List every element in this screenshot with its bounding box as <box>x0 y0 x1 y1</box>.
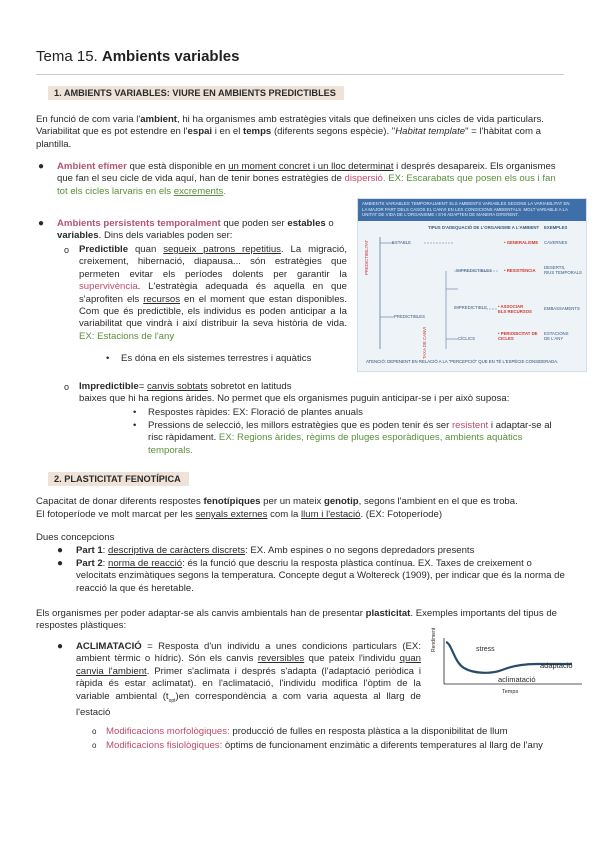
section-2-heading: 2. PLASTICITAT FENOTÍPICA <box>48 472 189 486</box>
diagram-cell: • ASSOCIAR <box>498 304 524 309</box>
section-1-heading: 1. AMBIENTS VARIABLES: VIURE EN AMBIENTS PREDICTIBLES <box>48 86 344 100</box>
diagram-example: DESERTS, <box>544 265 566 270</box>
bullet-dot: ● <box>57 545 64 556</box>
title-divider <box>36 74 564 75</box>
graph-stress-label: stress <box>476 646 495 653</box>
part-1-paragraph: Part 1: descriptiva de caràcters discrets: EX. Amb espines o no segons depredadors presents <box>76 545 475 556</box>
diagram-example: DE L'ANY <box>544 336 564 341</box>
predictible-paragraph: Predictible quan segueix patrons repetitius. La migració, creixement, hibernació, diapausa... són estratègies que permeten evitar els períodes dolents per garantir la supervivència. L'estratègia adequada és aquella en que s'aprofiten els recursos en el moment que estan disponibles. Com que és predictible, els individus es poden anticipar a la variabilitat que vindrà i així distribuir la seva història de vida. EX: Estacions de l'any <box>79 244 347 342</box>
diagram-row: CÍCLICS <box>458 336 475 341</box>
diagram-row: PREDICTIBLES <box>394 314 426 319</box>
diagram-cell: • PERIODICITAT DE <box>498 331 538 336</box>
graph-aclimatacio-label: aclimatació <box>498 675 536 684</box>
graph-y-label: Rendiment <box>431 627 437 652</box>
bullet-dot: ● <box>57 641 64 652</box>
square-bullet: • <box>133 420 137 431</box>
dues-concepcions: Dues concepcions <box>36 532 115 543</box>
square-bullet: • <box>106 353 110 364</box>
efimer-paragraph: Ambient efímer que està disponible en un moment concret i un lloc determinat i després desapareix. Els organismes que fan el seu cicle de vida aquí, han de tenir bones estratègies de dispersió. EX: Escarabats que posen els ous i fan tot els cicles larvaris en els excrements. <box>57 161 556 197</box>
page-title: Tema 15. Ambients variables <box>36 48 240 65</box>
acclimation-graph <box>431 627 584 695</box>
diagram-header: AMBIENTS VARIABLES TEMPORALMENT: ELS AMBIENTS VARIABLES SEGONS LA VARIABILITAT EN LA MAJOR PART DELS CASOS EL CANVI EN LES CONDICIONS AMBIENTALS. MOLT VARIABLE A LA UNITAT DE VIDA DE L'ORGANISME I S'HI ADAPTEN DE MANERA DIFERENT. <box>358 199 586 221</box>
diagram-axis-v2: TAXA DE CANVI <box>422 326 427 359</box>
morph-mod: Modificacions morfològiques: producció de fulles en resposta plàstica a la disponibilitat de llum <box>106 726 508 737</box>
graph-x-label: Temps <box>502 689 519 695</box>
diagram-footer: ATENCIÓ: DEPENENT EN RELACIÓ A LA "PERCEPCIÓ" QUE EN TÉ L'ESPÈCIE CONSIDERADA. <box>366 359 559 364</box>
diagram-example: ESTACIONS <box>544 331 569 336</box>
impredictible-line2: baixes que hi ha regions àrides. No permet que els organismes puguin anticipar-se i per això suposa: <box>79 393 510 404</box>
circle-bullet: o <box>64 245 70 255</box>
square-bullet: • <box>133 407 137 418</box>
circle-bullet: o <box>64 382 70 392</box>
diagram-row: IMPREDICTIBLES <box>456 268 492 273</box>
photoperiod-paragraph: El fotoperíode ve molt marcat per les senyals externes com la llum i l'estació. (EX: Fotoperíode) <box>36 509 443 520</box>
diagram-row: ESTABLE <box>392 240 412 245</box>
predictible-sub: Es dóna en els sistemes terrestres i aquàtics <box>121 353 312 364</box>
graph-adaptacio-label: adaptació <box>540 661 573 670</box>
impredictible-sub-1: Respostes ràpides: EX: Floració de plantes anuals <box>148 407 363 418</box>
bullet-dot: ● <box>57 558 64 569</box>
plasticity-definition: Capacitat de donar diferents respostes fenotípiques per un mateix genotip, segons l'ambient en el que es troba. <box>36 496 518 507</box>
circle-bullet: o <box>92 727 97 736</box>
diagram-cell: ELS RECURSOS <box>498 309 532 314</box>
plasticitat-paragraph: Els organismes per poder adaptar-se als canvis ambientals han de presentar plasticitat. Exemples importants del tipus de respostes plàstiques: <box>36 608 558 632</box>
intro-paragraph: En funció de com varia l'ambient, hi ha organismes amb estratègies vitals que defineixen uns cicles de vida particulars. Variabilitat que es pot estendre en l'espai i en el temps (diferents segons espècie). "Habitat template" = l'hàbitat com a plantilla. <box>36 114 544 150</box>
persistents-paragraph: Ambients persistents temporalment que poden ser estables o variables. Dins dels variables poden ser: <box>57 218 334 242</box>
diagram-example: EMBASSAMENTS <box>544 306 580 311</box>
diagram-col-examples: EXEMPLES <box>544 225 568 230</box>
diagram-example: CAVERNES <box>544 240 568 245</box>
impredictible-sub-2: Pressions de selecció, les millors estratègies que es poden tenir és ser resistent i adaptar-se al risc ràpidament. EX: Regions àrides, règims de pluges esporàdiques, ambients aquàtics temporals. <box>148 420 552 456</box>
phys-mod: Modificacions fisiològiques: òptims de funcionament enzimàtic a diferents temperatures al llarg de l'any <box>106 740 543 751</box>
part-2-paragraph: Part 2: norma de reacció: és la funció que descriu la resposta plàstica contínua. EX. Taxes de creixement o velocitats enzimàtiques segons la temperatura. Concepte degut a Woltereck (1909), per indicar que és la norma de reacció la que és heretable. <box>76 558 565 594</box>
diagram-cell: • RESISTÈNCIA <box>504 268 536 273</box>
diagram-cell: CICLES <box>498 336 514 341</box>
diagram-row: IMPREDICTIBLE <box>454 305 487 310</box>
variable-environments-diagram <box>357 198 587 372</box>
aclimatacio-paragraph: ACLIMATACIÓ = Resposta d'un individu a unes condicions particulars (EX: ambient tèrmic o hídric). Són els canvis reversibles que pateix l'individu quan canvia l'ambient. Primer s'aclimata i després s'adapta (l'adaptació periòdica i ràpida és estar aclimatat). en l'aclimatació, l'individu modifica l'òptim de la variable ambiental $(t_{opt})en$ correspondència a com varia aquesta al llarg de l'estació <box>76 641 422 718</box>
diagram-cell: • GENERALISME <box>504 240 539 245</box>
impredictible-paragraph: Impredictible= canvis sobtats sobretot en latituds <box>79 381 292 392</box>
diagram-example: RIUS TEMPORALS <box>544 270 582 275</box>
bullet-dot: ● <box>38 161 45 172</box>
diagram-col-title: TIPUS D'ADEQUACIÓ DE L'ORGANISME A L'AMBIENT <box>428 225 540 230</box>
circle-bullet: o <box>92 741 97 750</box>
bullet-dot: ● <box>38 218 45 229</box>
diagram-axis-v: PREDICTIBILITAT <box>364 239 369 275</box>
